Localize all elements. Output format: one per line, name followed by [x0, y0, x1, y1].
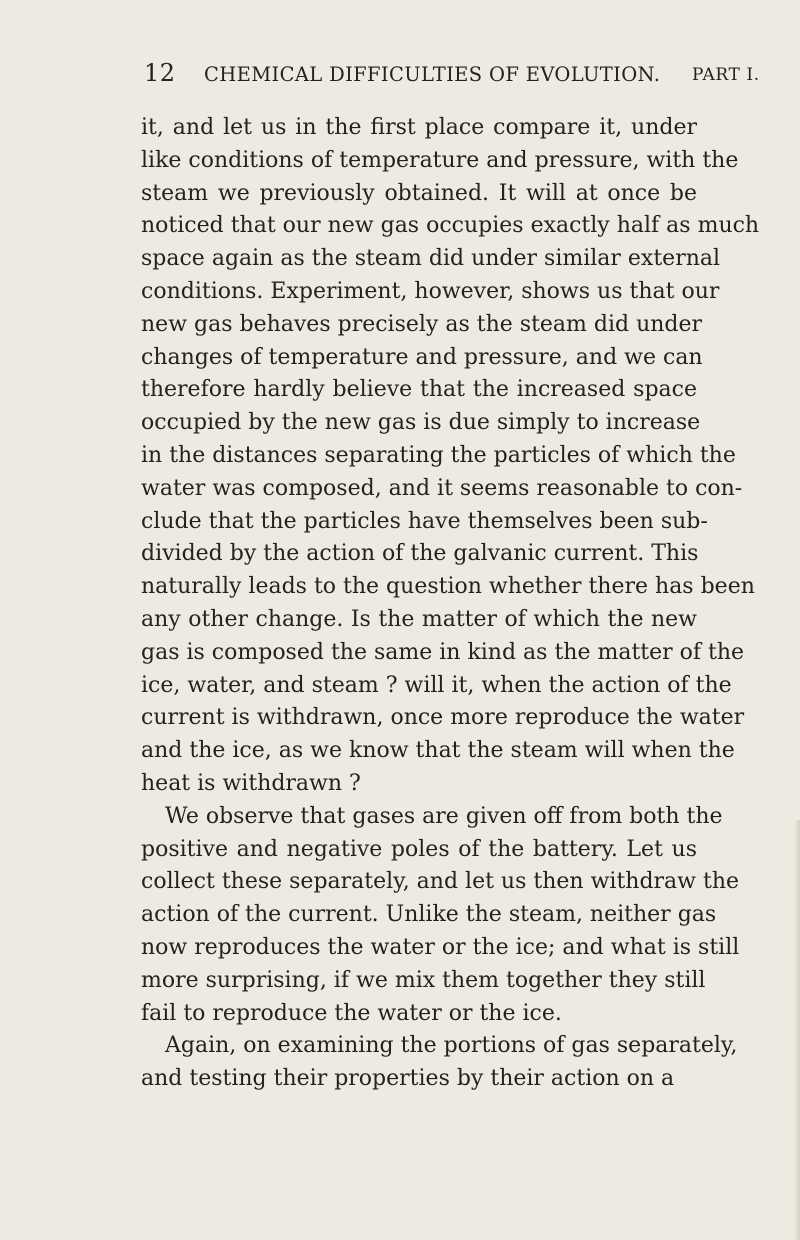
text-line: clude that the particles have themselves been sub- [141, 508, 708, 534]
text-line: in the distances separating the particles of which the [141, 442, 736, 468]
text-line: gas is composed the same in kind as the matter of the [141, 639, 745, 665]
text-line: conditions. Experiment, however, shows us that our [141, 278, 720, 304]
running-title: CHEMICAL DIFFICULTIES OF EVOLUTION. [204, 63, 661, 86]
text-line: changes of temperature and pressure, and we can [141, 344, 703, 370]
text-line: water was composed, and it seems reasonable to con- [141, 475, 743, 501]
part-label: PART I. [692, 65, 760, 85]
text-line: divided by the action of the galvanic current. This [141, 541, 699, 567]
text-line: it, and let us in the first place compare it, under [141, 115, 697, 140]
text-line-paragraph-end: heat is withdrawn ? [141, 770, 361, 796]
page-number: 12 [144, 59, 176, 87]
text-line: steam we previously obtained. It will at once be [141, 180, 697, 206]
body-text [141, 112, 760, 1096]
text-line: positive and negative poles of the battery. Let us [141, 836, 697, 862]
text-line: collect these separately, and let us then withdraw the [141, 869, 740, 895]
text-line: and the ice, as we know that the steam will when the [141, 738, 735, 764]
text-line-paragraph-start: We observe that gases are given off from both the [165, 803, 723, 829]
text-line: action of the current. Unlike the steam, neither gas [141, 902, 717, 928]
text-line: space again as the steam did under similar external [141, 246, 721, 272]
text-line: any other change. Is the matter of which the new [141, 606, 697, 632]
page-edge-shadow [794, 820, 800, 1240]
text-line-paragraph-start: Again, on examining the portions of gas separately, [165, 1033, 738, 1059]
text-line: current is withdrawn, once more reproduce the water [141, 705, 745, 731]
text-line: occupied by the new gas is due simply to increase [141, 410, 701, 436]
text-line: and testing their properties by their action on a [141, 1066, 675, 1092]
text-line: ice, water, and steam ? will it, when the action of the [141, 672, 732, 698]
text-line: more surprising, if we mix them together they still [141, 967, 706, 993]
text-line: noticed that our new gas occupies exactly half as much [141, 213, 760, 239]
text-line: therefore hardly believe that the increased space [141, 377, 697, 403]
text-line: like conditions of temperature and pressure, with the [141, 147, 739, 173]
page-header [0, 58, 800, 88]
text-line: naturally leads to the question whether there has been [141, 574, 755, 600]
text-line: now reproduces the water or the ice; and what is still [141, 934, 740, 960]
text-line-paragraph-end: fail to reproduce the water or the ice. [141, 1000, 562, 1026]
text-line: new gas behaves precisely as the steam did under [141, 311, 703, 337]
